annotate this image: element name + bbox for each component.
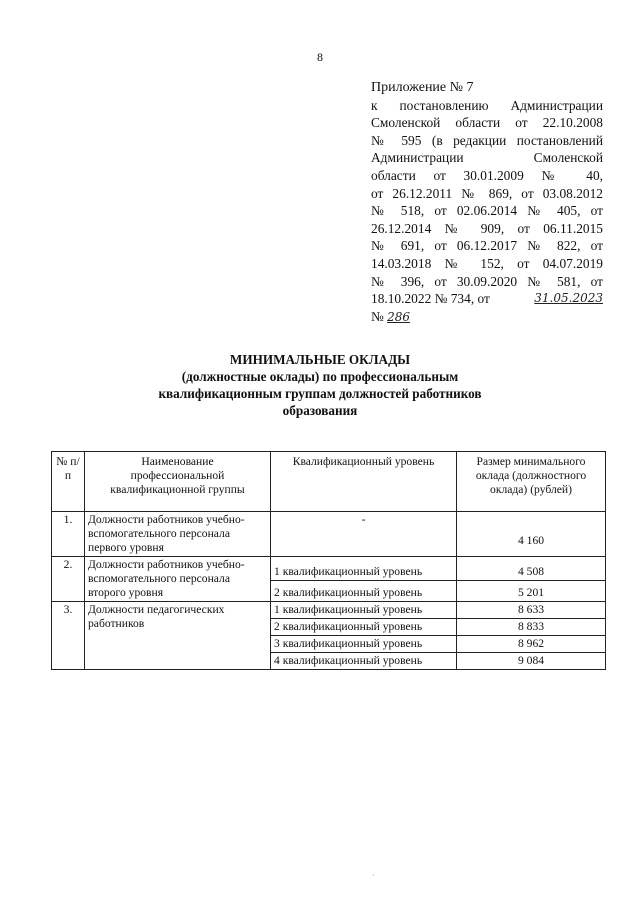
heading-line-3: квалификационным группам должностей работников: [158, 386, 482, 401]
appendix-line: № 691, от 06.12.2017 № 822, от: [371, 238, 603, 254]
table-header-row: [52, 452, 606, 512]
scan-dot: ·: [372, 871, 375, 880]
row-number: 2.: [52, 557, 85, 602]
level-cell: 4 квалификационный уровень: [271, 653, 457, 670]
level-cell: 1 квалификационный уровень: [271, 602, 457, 619]
appendix-line: от 26.12.2011 № 869, от 03.08.2012: [371, 185, 603, 201]
handwritten-date: 31.05.2023: [534, 291, 603, 306]
appendix-line: Администрации Смоленской: [371, 150, 603, 166]
amount-cell: 8 633: [457, 602, 606, 619]
number-sign: №: [371, 308, 384, 324]
salary-table: [51, 451, 606, 670]
header-level: Квалификационный уровень: [271, 452, 457, 512]
level-cell: 2 квалификационный уровень: [271, 619, 457, 636]
header-num: № п/п: [52, 452, 85, 512]
appendix-block: [371, 79, 603, 326]
level-cell: 2 квалификационный уровень: [271, 580, 457, 601]
group-name: Должности работников учебно-вспомогательного персонала второго уровня: [85, 557, 271, 602]
appendix-line: № 396, от 30.09.2020 № 581, от: [371, 273, 603, 289]
level-cell: 1 квалификационный уровень: [271, 557, 457, 581]
appendix-last-line: [371, 308, 603, 327]
appendix-line: № 518, от 02.06.2014 № 405, от: [371, 203, 603, 219]
header-amount: Размер минимального оклада (должностного оклада) (рублей): [457, 452, 606, 512]
page-number: 8: [317, 50, 323, 64]
row-number: 1.: [52, 512, 85, 557]
appendix-line: Смоленской области от 22.10.2008: [371, 115, 603, 131]
amount-cell: 4 508: [457, 557, 606, 581]
heading-line-1: МИНИМАЛЬНЫЕ ОКЛАДЫ: [229, 352, 411, 367]
level-cell: 3 квалификационный уровень: [271, 636, 457, 653]
amount-cell: 8 962: [457, 636, 606, 653]
header-group: Наименование профессиональной квалификационной группы: [85, 452, 271, 512]
appendix-line: 18.10.2022 № 734, от: [371, 291, 490, 307]
appendix-line: № 595 (в редакции постановлений: [371, 132, 603, 148]
appendix-line-with-date: [371, 290, 603, 308]
table-row: [52, 602, 606, 619]
group-name: Должности педагогических работников: [85, 602, 271, 670]
heading-line-2: (должностные оклады) по профессиональным: [181, 369, 459, 384]
row-number: 3.: [52, 602, 85, 670]
handwritten-number: 286: [387, 309, 411, 324]
table-row: [52, 557, 606, 581]
appendix-line: области от 30.01.2009 № 40,: [371, 167, 603, 183]
amount-cell: 9 084: [457, 653, 606, 670]
group-name: Должности работников учебно-вспомогательного персонала первого уровня: [85, 512, 271, 557]
appendix-title: Приложение № 7: [371, 80, 474, 95]
level-cell: -: [271, 512, 457, 557]
amount-cell: 4 160: [457, 512, 606, 557]
appendix-line: к постановлению Администрации: [371, 97, 603, 113]
amount-cell: 5 201: [457, 580, 606, 601]
heading-line-4: образования: [282, 403, 358, 418]
amount-cell: 8 833: [457, 619, 606, 636]
appendix-line: 14.03.2018 № 152, от 04.07.2019: [371, 255, 603, 271]
table-row: [52, 512, 606, 557]
appendix-line: 26.12.2014 № 909, от 06.11.2015: [371, 220, 603, 236]
document-heading: [110, 351, 530, 419]
